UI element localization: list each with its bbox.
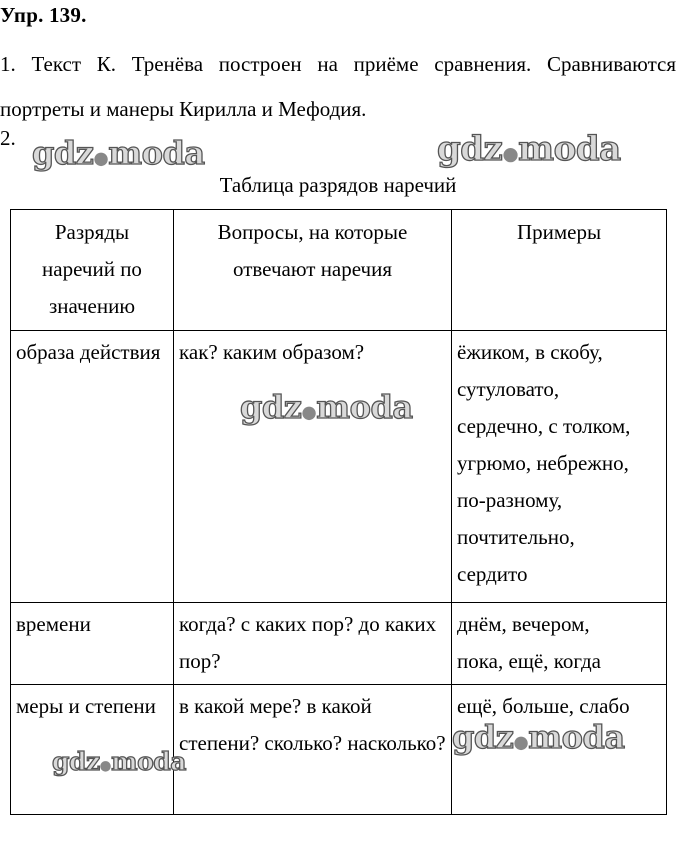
header-examples: Примеры	[452, 210, 667, 331]
watermark: gdz●moda	[437, 129, 621, 169]
category-cell: образа действия	[11, 331, 174, 603]
category-cell: времени	[11, 603, 174, 685]
example-line: сердито	[457, 562, 528, 586]
watermark: gdz●moda	[452, 718, 625, 756]
example-line: по-разному,	[457, 488, 563, 512]
examples-cell	[452, 603, 667, 685]
questions-cell: как? каким образом?	[174, 331, 452, 603]
questions-cell: когда? с каких пор? до каких пор?	[174, 603, 452, 685]
example-line: угрюмо, небрежно,	[457, 451, 629, 475]
watermark: gdz●moda	[52, 747, 186, 776]
table-caption: Таблица разрядов наречий	[219, 173, 457, 197]
examples-cell	[452, 331, 667, 603]
category-cell: меры и степени	[11, 685, 174, 815]
example-line: сердечно, с толком,	[457, 414, 631, 438]
example-line: ещё, больше, слабо	[457, 694, 630, 718]
example-line: почтительно,	[457, 525, 575, 549]
example-line: днём, вечером,	[457, 612, 590, 636]
exercise-heading: Упр. 139.	[0, 3, 87, 27]
answer-paragraph-1: 1. Текст К. Тренёва построен на приёме сравнения. Сравниваются портреты и манеры Кирилла и Мефодия.	[0, 52, 676, 121]
header-questions: Вопросы, на которые отвечают наречия	[174, 210, 452, 331]
watermark: gdz●moda	[240, 388, 413, 426]
answer-item-2-label: 2.	[0, 126, 16, 150]
table-row	[11, 331, 667, 603]
header-categories: Разряды наречий по значению	[11, 210, 174, 331]
example-line: ёжиком, в скобу,	[457, 340, 603, 364]
example-line: пока, ещё, когда	[457, 649, 601, 673]
watermark: gdz●moda	[32, 134, 205, 172]
table-header-row	[11, 210, 667, 331]
table-row	[11, 603, 667, 685]
example-line: сутуловато,	[457, 377, 560, 401]
questions-cell: в какой мере? в какой степени? сколько? насколько?	[174, 685, 452, 815]
